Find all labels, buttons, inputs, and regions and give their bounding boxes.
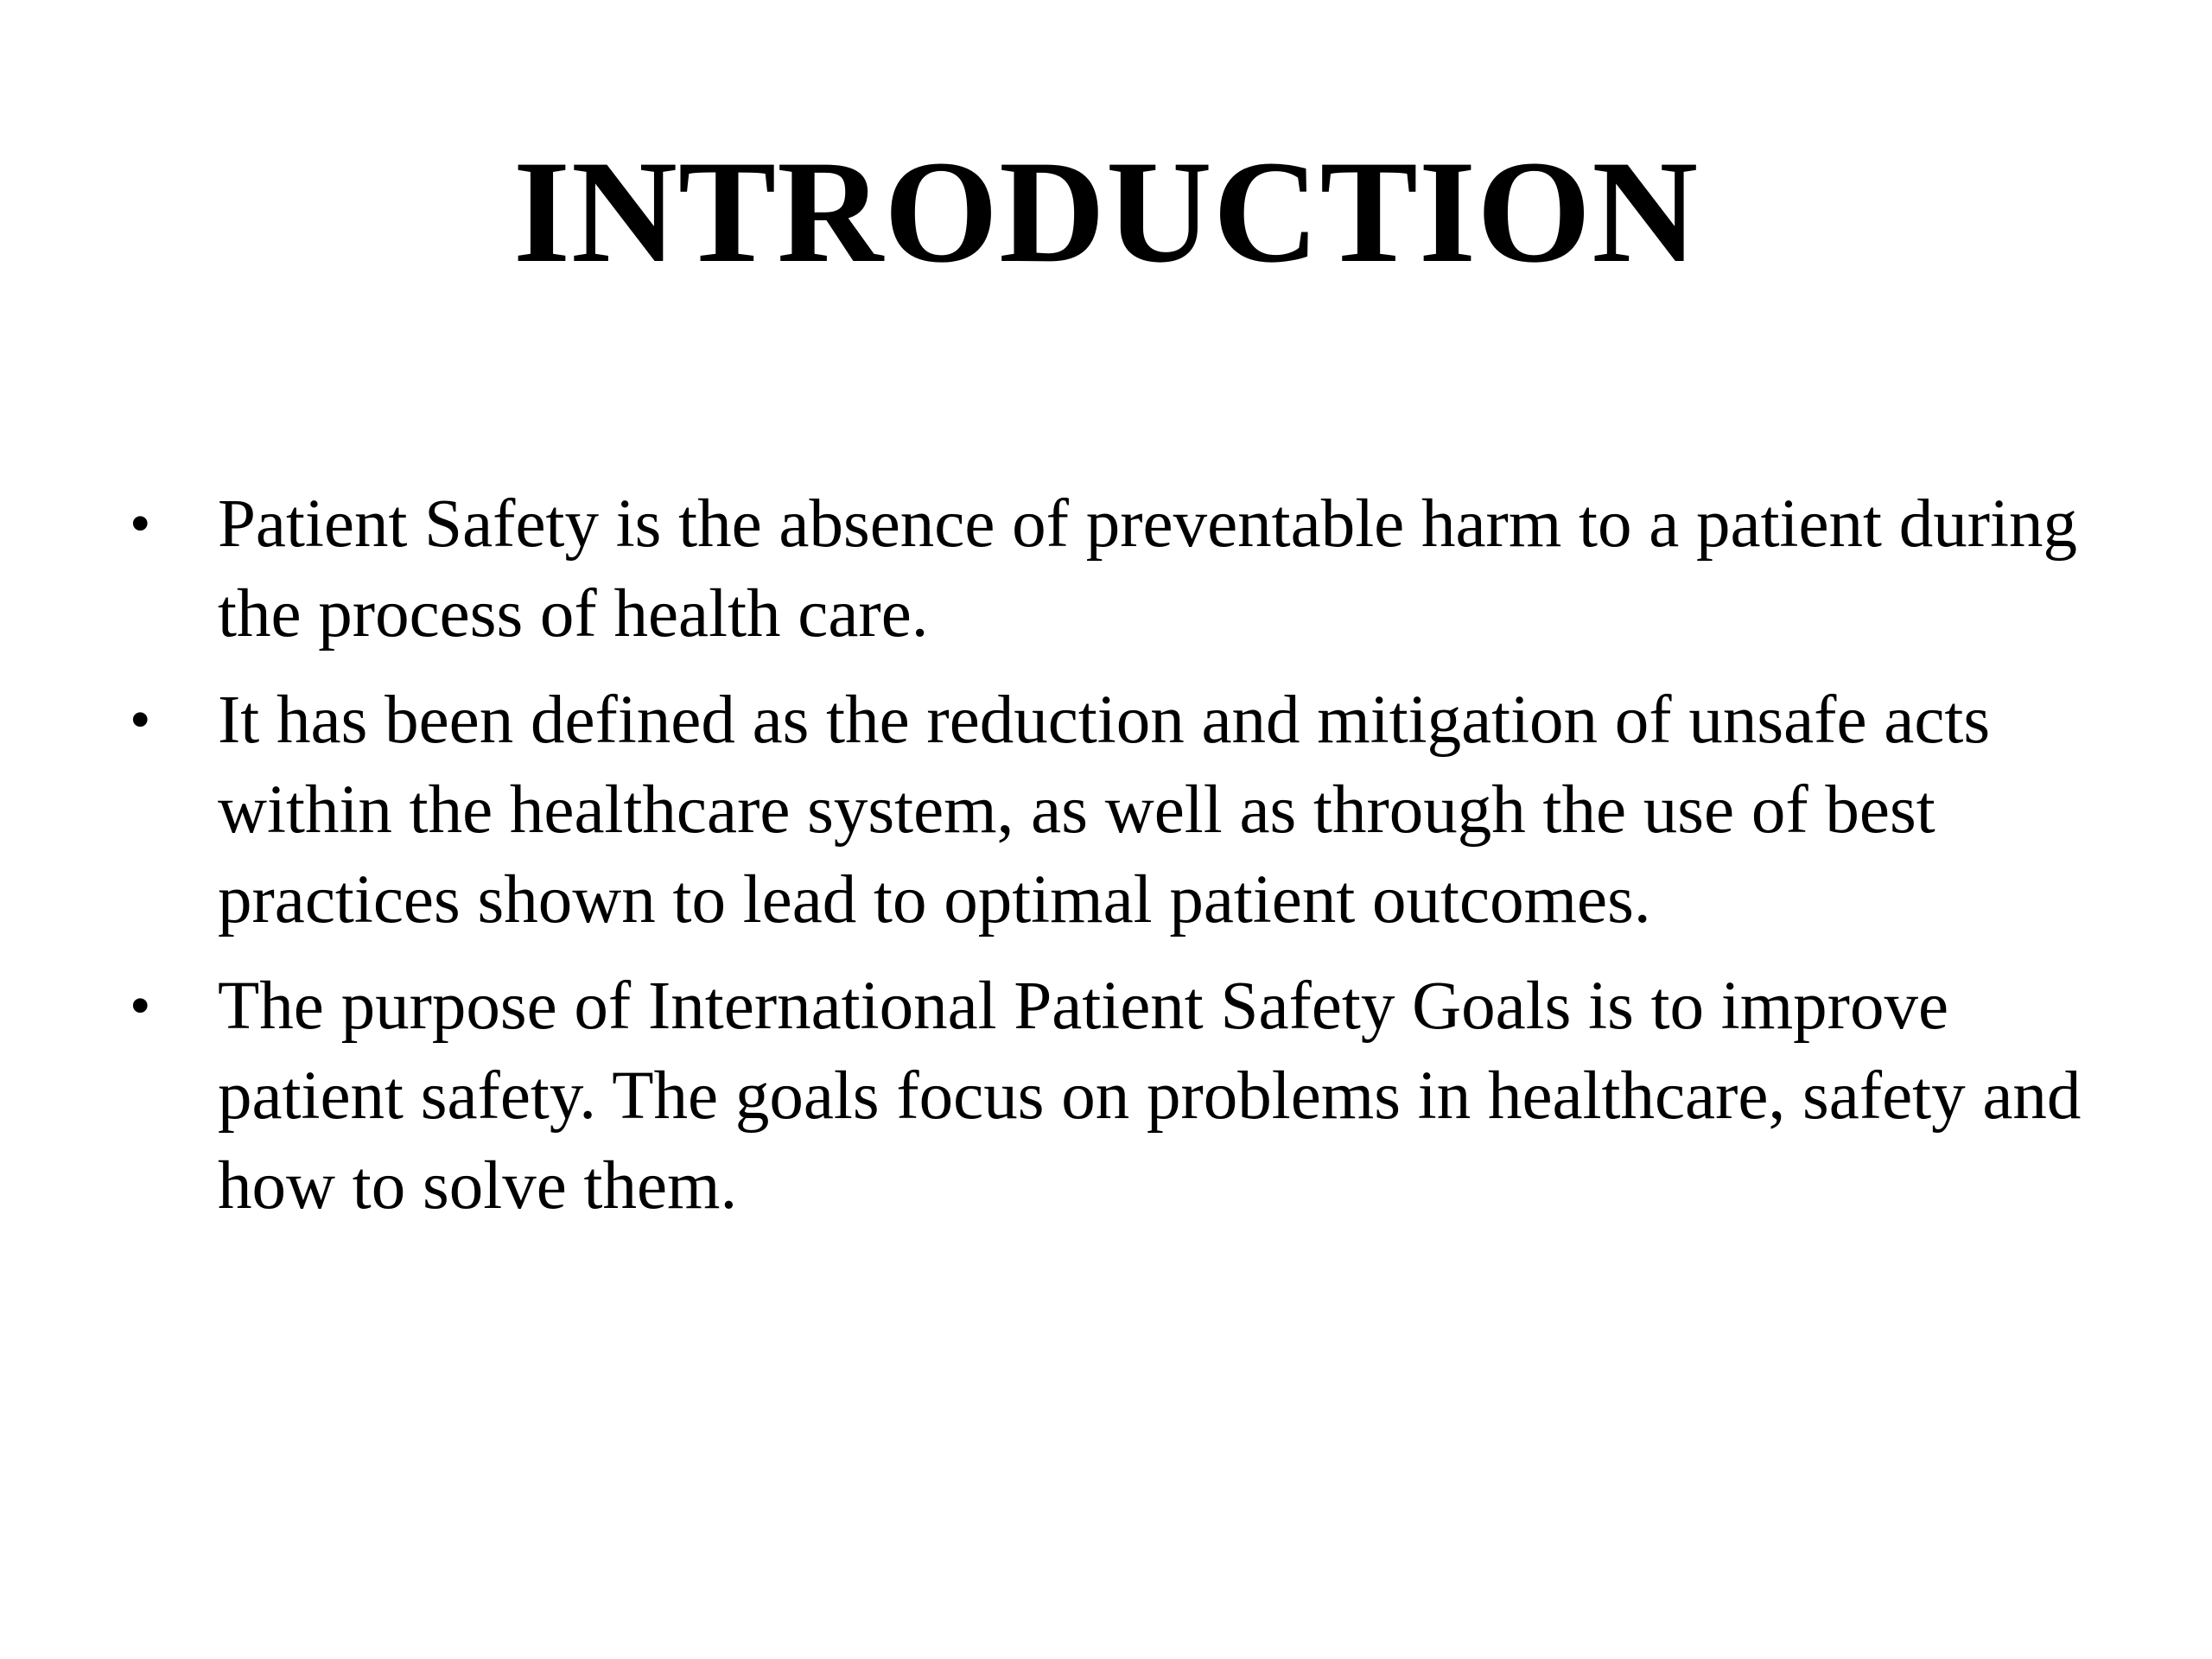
bullet-item <box>130 676 2117 945</box>
bullet-marker: • <box>130 973 151 1039</box>
bullet-item <box>130 962 2117 1231</box>
bullet-text: It has been defined as the reduction and mitigation of unsafe acts within the healthcare system, as well as through the use of best practices shown to lead to optimal patient outcomes. <box>218 683 1991 938</box>
slide-title: INTRODUCTION <box>512 130 1700 293</box>
bullet-marker: • <box>130 491 151 557</box>
bullet-text: The purpose of International Patient Safety Goals is to improve patient safety. The goals focus on problems in healthcare, safety and how to solve them. <box>218 969 2082 1224</box>
bullet-list <box>130 480 2117 1248</box>
bullet-text: Patient Safety is the absence of preventable harm to a patient during the process of health care. <box>218 486 2078 652</box>
bullet-marker: • <box>130 687 151 753</box>
bullet-item <box>130 480 2117 659</box>
